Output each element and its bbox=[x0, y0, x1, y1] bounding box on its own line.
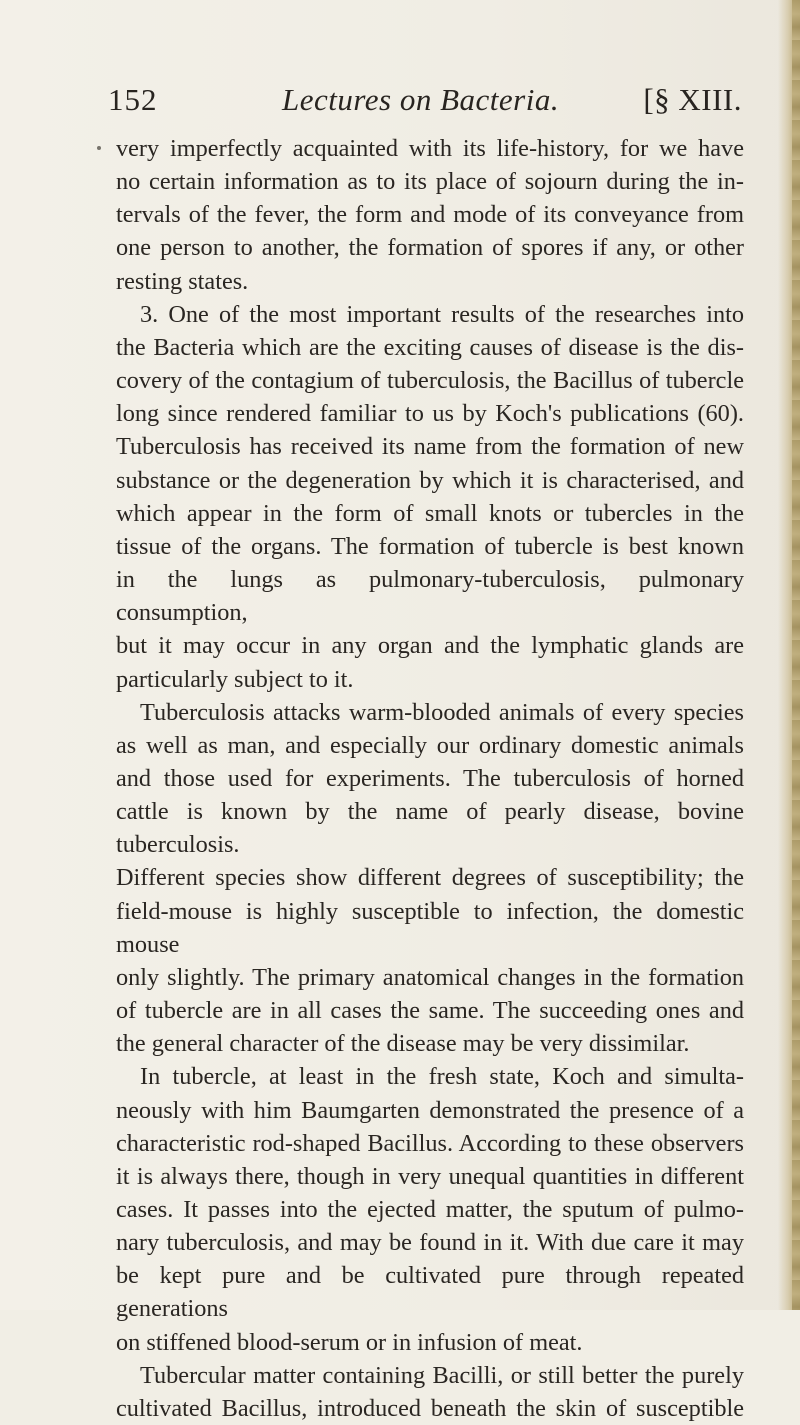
text-line: Tubercular matter containing Bacilli, or still better the purely bbox=[140, 1361, 744, 1389]
text-line: the Bacteria which are the exciting causes of disease is the dis- bbox=[116, 333, 744, 361]
text-line: only slightly. The primary anatomical changes in the formation bbox=[116, 963, 744, 991]
text-line: no certain information as to its place of sojourn during the in- bbox=[116, 168, 744, 196]
text-line: but it may occur in any organ and the lymphatic glands are bbox=[116, 632, 744, 660]
text-line: it is always there, though in very unequal quantities in different bbox=[116, 1162, 744, 1190]
text-line: nary tuberculosis, and may be found in it. With due care it may bbox=[116, 1229, 744, 1257]
chapter-reference: [§ XIII. bbox=[643, 82, 742, 117]
text-line: tissue of the organs. The formation of tubercle is best known bbox=[116, 532, 744, 560]
text-line: resting states. bbox=[116, 267, 249, 295]
text-line: Tuberculosis attacks warm-blooded animals of every species bbox=[140, 698, 744, 726]
text-line: characteristic rod-shaped Bacillus. According to these observers bbox=[116, 1129, 744, 1157]
text-line: very imperfectly acquainted with its life-history, for we have bbox=[116, 135, 744, 162]
text-line: cultivated Bacillus, introduced beneath the skin of susceptible bbox=[116, 1394, 744, 1422]
text-line: Different species show different degrees of susceptibility; the bbox=[116, 864, 744, 892]
text-line: of tubercle are in all cases the same. The succeeding ones and bbox=[116, 997, 744, 1025]
text-line: covery of the contagium of tuberculosis, the Bacillus of tubercle bbox=[116, 367, 744, 395]
text-line: Tuberculosis has received its name from the formation of new bbox=[116, 433, 744, 461]
text-line: which appear in the form of small knots or tubercles in the bbox=[116, 499, 744, 527]
page-header bbox=[108, 80, 742, 120]
text-line: tervals of the fever, the form and mode of its conveyance from bbox=[116, 201, 744, 229]
text-line: cases. It passes into the ejected matter, the sputum of pulmo- bbox=[116, 1196, 744, 1223]
text-line: particularly subject to it. bbox=[116, 665, 354, 693]
text-line: the general character of the disease may be very dissimilar. bbox=[116, 1030, 690, 1058]
body-text bbox=[116, 132, 744, 1425]
text-line: 3. One of the most important results of the researches into bbox=[140, 300, 744, 328]
text-line: substance or the degeneration by which it is characterised, and bbox=[116, 466, 744, 494]
page-edge-strip bbox=[792, 0, 800, 1310]
page-number: 152 bbox=[108, 82, 158, 117]
running-title: Lectures on Bacteria. bbox=[282, 82, 560, 117]
text-line: be kept pure and be cultivated pure through repeated generations bbox=[116, 1262, 744, 1323]
text-line: In tubercle, at least in the fresh state, Koch and simulta- bbox=[140, 1063, 744, 1091]
text-line: field-mouse is highly susceptible to infection, the domestic mouse bbox=[116, 897, 744, 958]
text-line: in the lungs as pulmonary-tuberculosis, pulmonary consumption, bbox=[116, 566, 744, 627]
text-line: and those used for experiments. The tuberculosis of horned bbox=[116, 764, 744, 792]
text-line: neously with him Baumgarten demonstrated the presence of a bbox=[116, 1096, 744, 1124]
text-line: one person to another, the formation of spores if any, or other bbox=[116, 234, 744, 262]
margin-mark bbox=[97, 146, 101, 150]
text-line: on stiffened blood-serum or in infusion of meat. bbox=[116, 1328, 583, 1356]
text-line: cattle is known by the name of pearly disease, bovine tuberculosis. bbox=[116, 798, 744, 859]
text-line: long since rendered familiar to us by Koch's publications (60). bbox=[116, 400, 744, 428]
text-line: as well as man, and especially our ordinary domestic animals bbox=[116, 731, 744, 759]
